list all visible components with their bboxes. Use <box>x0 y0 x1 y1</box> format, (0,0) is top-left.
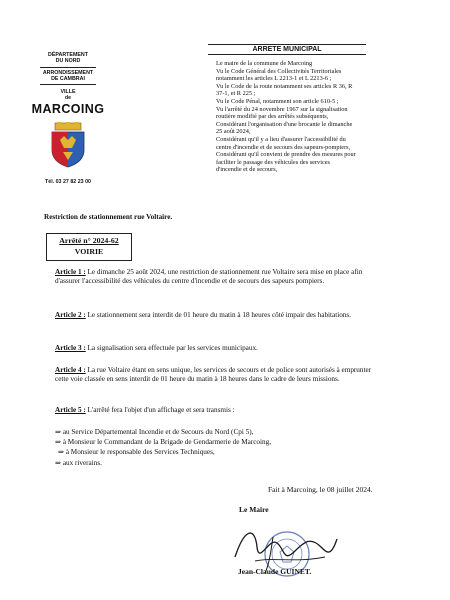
article-text: La signalisation sera effectuée par les services municipaux. <box>85 344 258 352</box>
phone-number: Tél. 03 27 82 23 00 <box>45 179 91 186</box>
article-text: Le dimanche 25 août 2024, une restriction de stationnement rue Voltaire sera mise en place afin d'assurer l'accessibilité des véhicules du centre d'incendie et de secours des sapeurs pompiers. <box>55 268 363 285</box>
article-text: Le stationnement sera interdit de 01 heure du matin à 18 heures côté impair des habitations. <box>85 311 351 319</box>
considerant-line: d'incendie et de secours, <box>216 166 278 174</box>
place-date: Fait à Marcoing, le 08 juillet 2024. <box>268 485 373 494</box>
considerant-line: 37-1, et R 225 ; <box>216 90 256 98</box>
article-title: Article 2 : <box>55 311 86 319</box>
considerant-line: Vu le Code Pénal, notamment son article 610-5 ; <box>216 97 339 105</box>
considerant-line: Considérant l'organisation d'une brocante le dimanche <box>216 120 353 128</box>
article-1 <box>55 268 385 286</box>
article-title: Article 3 : <box>55 344 86 352</box>
arrondissement-label: ARRONDISSEMENT DE CAMBRAI <box>42 69 94 82</box>
article-title: Article 1 : <box>55 268 86 276</box>
considerant-line: Le maire de la commune de Marcoing <box>216 60 313 67</box>
considerant-line: Vu le Code de la route notamment ses articles R 36, R <box>216 82 353 90</box>
arrete-number-box <box>46 233 132 261</box>
article-text: La rue Voltaire étant en sens unique, les services de secours et de police sont autorisés à emprunter cette voie classée en sens interdit de 01 heure du matin à 18 heures dans le cadre de leurs missions. <box>55 366 372 383</box>
article-3 <box>55 344 385 353</box>
list-item: ⇒ à Monsieur le responsable des Services Techniques, <box>58 448 215 457</box>
list-item: ⇒ au Service Départemental Incendie et de Secours du Nord (Cpi 5), <box>55 428 254 436</box>
signatory-role: Le Maire <box>239 505 269 514</box>
article-5 <box>55 406 385 415</box>
document-subject: Restriction de stationnement rue Voltaire. <box>44 213 173 221</box>
considerant-line: faciliter le passage des véhicules des services <box>216 158 330 166</box>
arrete-number: Arrêté n° 2024-62 <box>59 236 119 245</box>
city-name: MARCOING <box>31 102 105 117</box>
article-4 <box>55 366 385 384</box>
article-text: L'arrêté fera l'objet d'un affichage et sera transmis : <box>85 406 235 414</box>
considerants-block <box>216 60 386 174</box>
considerant-line: centre d'incendie et de secours des sapeurs-pompiers, <box>216 143 351 151</box>
coat-of-arms-icon <box>48 122 88 168</box>
department-label: DÉPARTEMENT DU NORD <box>48 52 88 65</box>
recipients-list <box>55 427 355 468</box>
ville-label: VILLE de <box>60 89 76 102</box>
article-title: Article 4 : <box>55 366 86 374</box>
considerant-line: Vu le Code Général des Collectivités Territoriales <box>216 67 342 75</box>
considerant-line: Considérant qu'il y a lieu d'assurer l'accessibilité du <box>216 135 346 143</box>
commune-header <box>22 52 114 185</box>
considerant-line: notamment les articles L 2213-1 et L 2213-6 ; <box>216 75 332 83</box>
divider <box>40 84 96 85</box>
considerant-line: 25 août 2024, <box>216 128 251 136</box>
considerant-line: Vu l'arrêté du 24 novembre 1967 sur la signalisation <box>216 105 348 113</box>
arrete-category: VOIRIE <box>74 247 104 256</box>
list-item: ⇒ aux riverains. <box>55 458 102 467</box>
divider <box>40 67 96 68</box>
considerant-line: routière modifié par des arrêtés subséquents, <box>216 113 329 121</box>
list-item: ⇒ à Monsieur le Commandant de la Brigade de Gendarmerie de Marcoing, <box>55 438 271 447</box>
article-2 <box>55 311 385 320</box>
considerant-line: Considérant qu'il convient de prendre des mesures pour <box>216 151 356 159</box>
arrete-title: ARRETE MUNICIPAL <box>208 44 366 55</box>
signatory-name: Jean-Claude GUINET. <box>238 567 312 576</box>
article-title: Article 5 : <box>55 406 86 414</box>
